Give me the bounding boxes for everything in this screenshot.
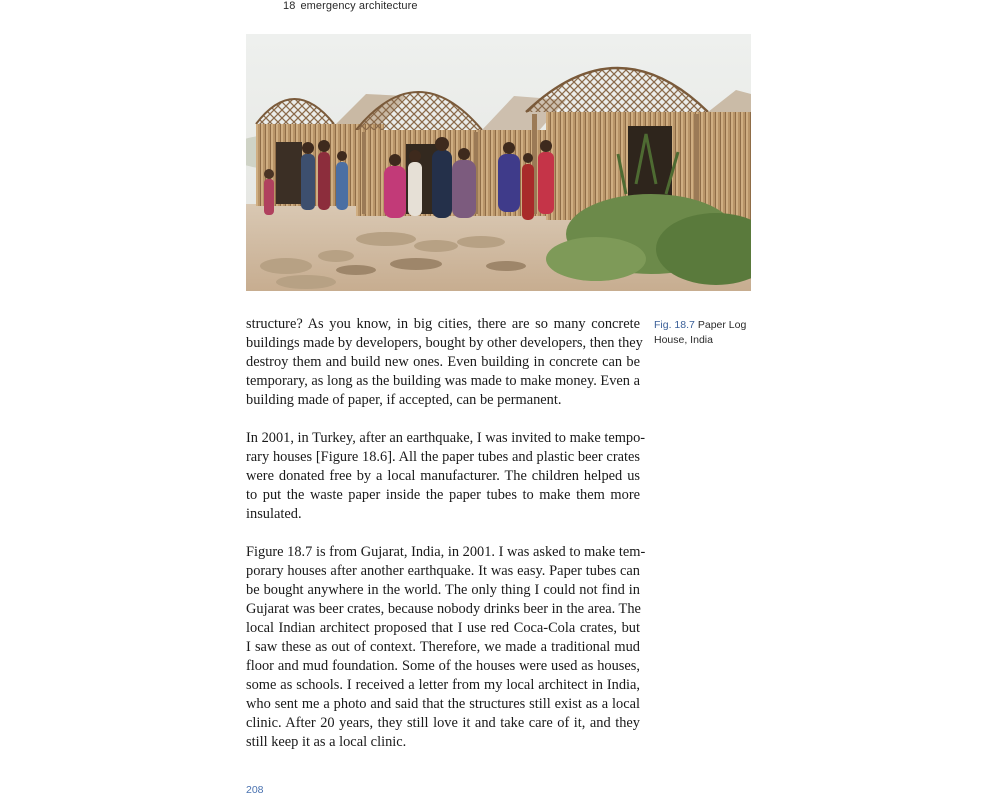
text-line: I saw these as out of context. Therefore, we made a traditional mud: [246, 639, 640, 655]
text-line: clinic. After 20 years, they still love it and take care of it, and they: [246, 715, 640, 731]
page-number: 208: [246, 784, 264, 796]
text-line: be bought anywhere in the world. The only thing I could not find in: [246, 582, 640, 598]
text-line: Figure 18.7 is from Gujarat, India, in 2001. I was asked to make tem-: [246, 544, 646, 560]
text-line: insulated.: [246, 506, 302, 522]
body-text: [246, 315, 646, 771]
figure-label: Fig. 18.7: [654, 319, 695, 331]
text-line: buildings made by developers, bought by other developers, then they: [246, 335, 643, 351]
text-line: floor and mud foundation. Some of the houses were used as houses,: [246, 658, 640, 674]
text-line: porary houses after another earthquake. It was easy. Paper tubes can: [246, 563, 640, 579]
text-line: building made of paper, if accepted, can be permanent.: [246, 392, 562, 408]
text-line: In 2001, in Turkey, after an earthquake, I was invited to make tempo-: [246, 430, 646, 446]
figure-caption: [654, 318, 764, 347]
figure-caption-text: Paper Log House, India: [654, 319, 747, 346]
text-line: temporary, as long as the building was made to make money. Even a: [246, 373, 640, 389]
figure-photo: [246, 34, 751, 291]
chapter-number: 18: [283, 0, 296, 12]
text-line: some as schools. I received a letter from my local architect in India,: [246, 677, 640, 693]
text-line: structure? As you know, in big cities, there are so many concrete: [246, 316, 640, 332]
text-line: Gujarat was beer crates, because nobody drinks beer in the area. The: [246, 601, 641, 617]
paragraph: [246, 543, 646, 752]
paragraph: [246, 315, 643, 410]
text-line: were donated free by a local manufacturer. The children helped us: [246, 468, 640, 484]
text-line: local Indian architect proposed that I use red Coca-Cola crates, but: [246, 620, 640, 636]
text-line: still keep it as a local clinic.: [246, 734, 407, 750]
text-line: destroy them and build new ones. Even building in concrete can be: [246, 354, 640, 370]
chapter-title: emergency architecture: [300, 0, 418, 12]
running-head: [283, 0, 418, 12]
text-line: rary houses [Figure 18.6]. All the paper tubes and plastic beer crates: [246, 449, 640, 465]
paragraph: [246, 429, 646, 524]
text-line: who sent me a photo and said that the structures still exist as a local: [246, 696, 640, 712]
text-line: to put the waste paper inside the paper tubes to make them more: [246, 487, 640, 503]
